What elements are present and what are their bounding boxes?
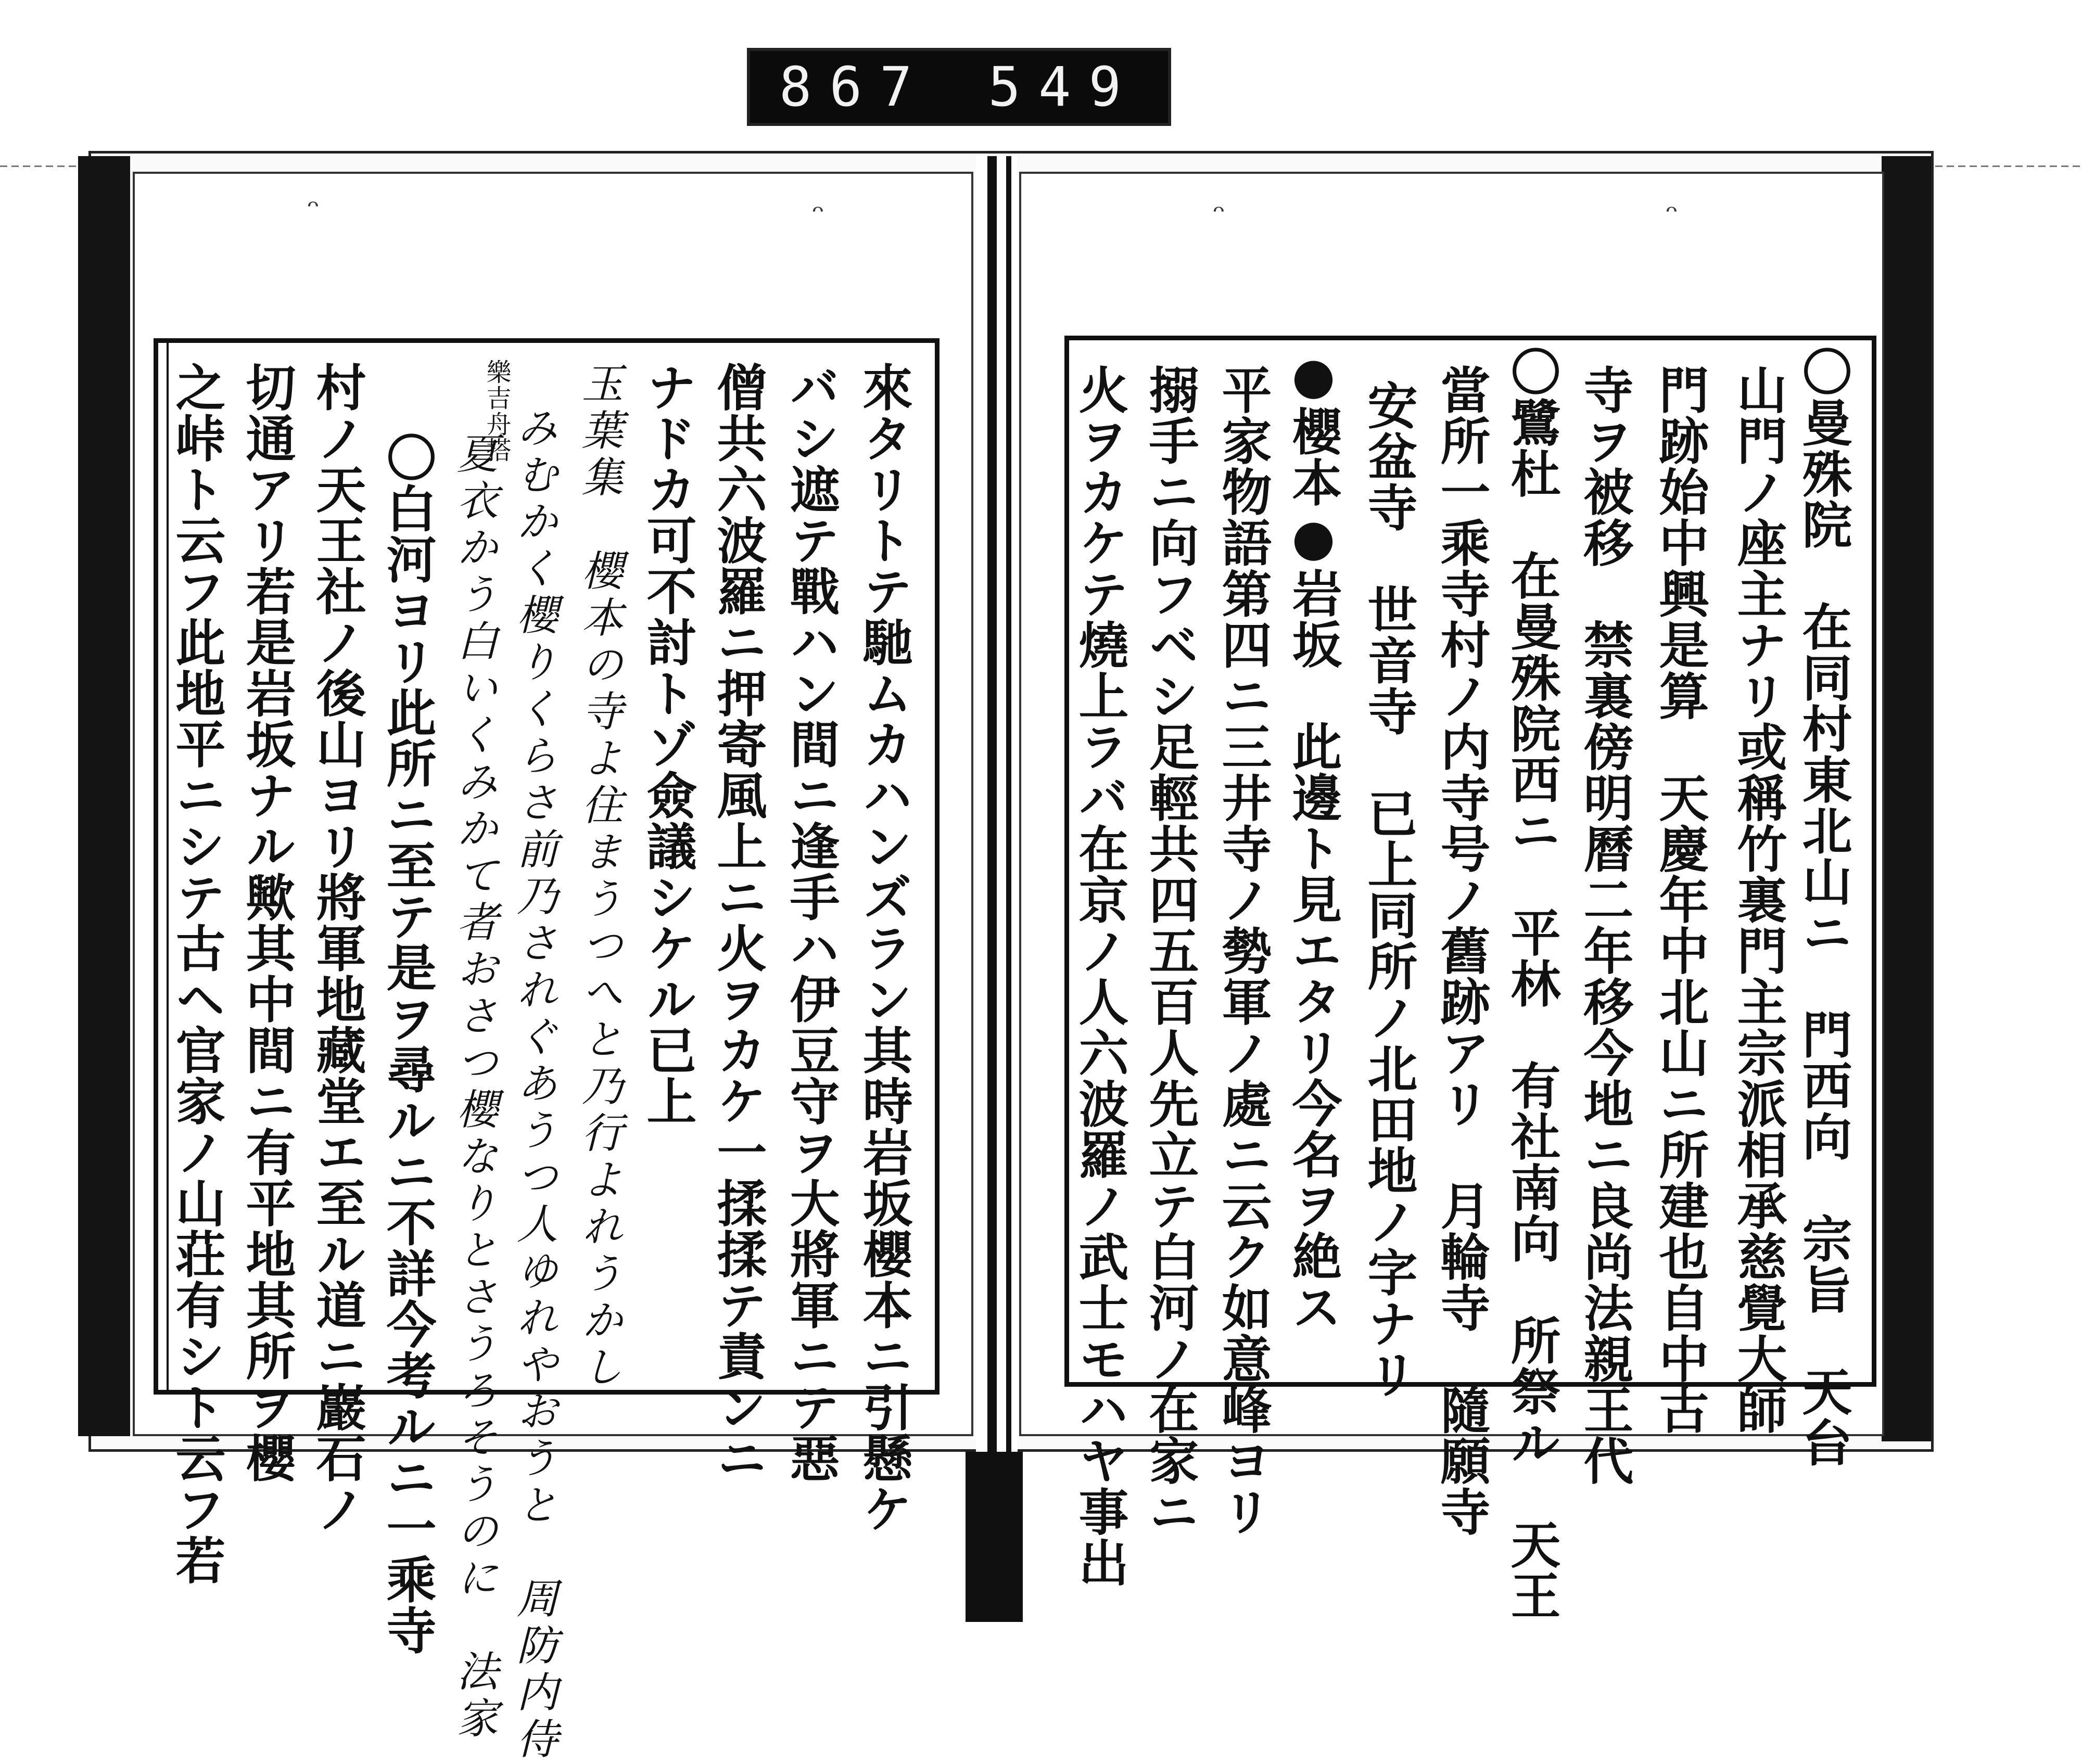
text-column: 火ヲカケテ燒上ラバ在京ノ人六波羅ノ武士モハヤ事出 xyxy=(1071,364,1129,1588)
stain-mark: ᵔ xyxy=(1213,198,1225,234)
left-binding-edge xyxy=(78,156,130,1436)
stain-mark: ᵔ xyxy=(1666,198,1678,234)
text-column: 安盆寺 世音寺 已上同所ノ北田地ノ字ナリ xyxy=(1360,380,1418,1400)
stain-mark: ᵔ xyxy=(812,198,824,234)
stain-mark: ᵔ xyxy=(307,193,320,229)
gutter-shadow xyxy=(966,1452,1023,1622)
text-column: 之峠ト云フ此地平ニシテ古ヘ官家ノ山荘有シト云フ若 xyxy=(168,362,226,1586)
text-column: ナドカ可不討トゾ僉議シケル已上 xyxy=(639,362,697,1127)
text-column: バシ遮テ戰ハン間ニ逢手ハ伊豆守ヲ大將軍ニテ惡 xyxy=(782,362,841,1484)
text-column: 山門ノ座主ナリ或稱竹裏門主宗派相承慈覺大師 xyxy=(1729,364,1788,1435)
text-column: 〇鷺杜 在曼殊院西ニ 平林 有社南向 所祭ル 天王 xyxy=(1503,346,1562,1621)
text-column: 寺ヲ被移 禁裏傍明曆二年移今地ニ良尚法親王代 xyxy=(1576,364,1634,1486)
text-column: 切通アリ若是岩坂ナル歟其中間ニ有平地其所ヲ櫻 xyxy=(238,362,297,1484)
text-column: ●櫻本●岩坂 此邊ト見エタリ今名ヲ絶ス xyxy=(1284,346,1343,1333)
catalog-number-right: 549 xyxy=(988,55,1139,119)
book-gutter xyxy=(976,156,1018,1622)
text-column: 當所一乘寺村ノ内寺号ノ舊跡アリ 月輪寺 隨願寺 xyxy=(1432,364,1491,1537)
text-column: 來タリトテ馳ムカハンズラン其時岩坂櫻本ニ引懸ケ xyxy=(855,362,913,1535)
poem-column: みむかく櫻りくらさ前乃されぐあうつ人ゆれやおうと 周防内侍 xyxy=(510,406,558,1764)
text-column: 〇白河ヨリ此所ニ至テ是ヲ尋ルニ不詳今考ルニ一乘寺 xyxy=(378,432,437,1656)
text-column: 村ノ天王社ノ後山ヨリ將軍地藏堂エ至ル道ニ巖石ノ xyxy=(308,362,367,1535)
frame-double-rule xyxy=(156,341,169,1392)
poem-column: 夏衣かう白いくみかて者おさつ櫻なりとさうろそうのに 法家 xyxy=(450,432,498,1743)
text-column: 門跡始中興是算 天慶年中北山ニ所建也自中古 xyxy=(1651,364,1710,1435)
text-column: 僧共六波羅ニ押寄風上ニ火ヲカケ一揉揉テ責ンニ xyxy=(709,362,768,1484)
text-column: 搦手ニ向フベシ足輕共四五百人先立テ白河ノ在家ニ xyxy=(1141,364,1200,1537)
poem-column: 玉葉集 櫻本の寺よ住まうつへと乃行よれうかし xyxy=(575,362,623,1392)
catalog-label xyxy=(747,48,1171,126)
right-binding-edge xyxy=(1882,156,1931,1441)
text-column: 〇曼殊院 在同村東北山ニ 門西向 宗旨 天台 xyxy=(1794,346,1853,1468)
annotation-note: 樂吉舟搭 xyxy=(482,359,511,463)
catalog-number-left: 867 xyxy=(779,55,930,119)
text-column: 平家物語第四ニ三井寺ノ勢軍ノ處ニ云ク如意峰ヨリ xyxy=(1214,364,1273,1537)
